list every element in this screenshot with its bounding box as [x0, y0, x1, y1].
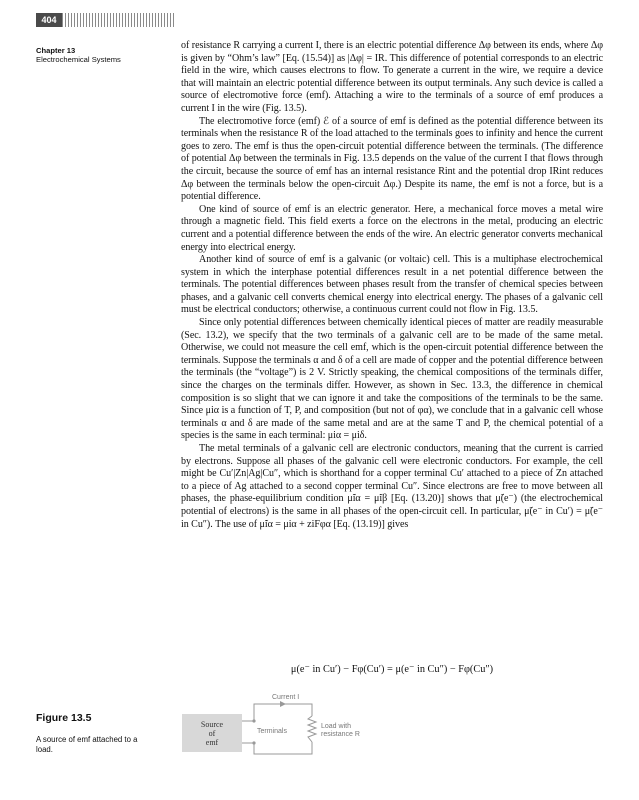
page-number: 404	[36, 13, 62, 27]
figure-caption: A source of emf attached to a load.	[36, 735, 138, 754]
paragraph: The metal terminals of a galvanic cell are electronic conductors, meaning that the current is carried by electrons. Suppose all phases of the galvanic cell were electronic conductors. For example, the cell might be Cu′|Zn|Ag|Cu″, which is shorthand for a copper terminal Cu′ attached to a piece of Zn attached to a piece of Ag attached to a second copper terminal Cu″. Since electrons are free to move between all phases, the phase-equilibrium condition μ̃iα = μ̃iβ [Eq. (13.20)] shows that μ̃(e⁻) (the electrochemical potential of electrons) is the same in all phases of the open-circuit cell. In particular, μ̃(e⁻ in Cu′) = μ̃(e⁻ in Cu″). The use of μ̃iα = μiα + ziFφα [Eq. (13.19)] gives	[181, 443, 603, 530]
chapter-title: Electrochemical Systems	[36, 55, 121, 64]
figure-title: Figure 13.5	[36, 712, 92, 724]
chapter-label: Chapter 13	[36, 46, 76, 55]
load-label: Load with resistance R	[321, 723, 360, 738]
current-label: Current I	[272, 694, 300, 701]
terminals-label: Terminals	[257, 728, 287, 735]
resistor	[308, 716, 316, 742]
chapter-heading	[36, 46, 156, 64]
paragraph: Since only potential differences between chemically identical pieces of matter are readily measurable (Sec. 13.2), we specify that the two terminals of a galvanic cell are to be made of the same metal. Otherwise, we could not measure the cell emf, which is the open-circuit potential difference between the terminals. Suppose the terminals α and δ of a cell are made of copper and the potential difference between the terminals (the “voltage”) is 2 V. Strictly speaking, the chemical compositions of the terminals differ, since the charges on the terminals differ. However, as shown in Sec. 13.3, the difference in chemical composition is so slight that we can ignore it and take the compositions of the terminals to be the same. Since μiα is a function of T, P, and composition (but not of φα), we conclude that in a galvanic cell whose terminals α and δ are made of the same metal and are at the same T and P, the chemical potential of a species is the same in each terminal: μiα = μiδ.	[181, 317, 603, 442]
emf-source-box: Source of emf	[182, 714, 242, 752]
body-text	[181, 40, 603, 531]
emf-circuit-figure	[182, 694, 402, 758]
paragraph: Another kind of source of emf is a galvanic (or voltaic) cell. This is a multiphase electrochemical system in which the interphase potential differences result in a net potential difference between the terminals. The potential differences between phases result from the transfer of chemical species between phases, and a galvanic cell converts chemical energy into electrical energy. The phases of a galvanic cell must be electrical conductors; otherwise, a continuous current could not flow in Fig. 13.5.	[181, 254, 603, 316]
top-wire	[254, 704, 312, 721]
equation: μ(e⁻ in Cu′) − Fφ(Cu′) = μ(e⁻ in Cu″) − Fφ(Cu″)	[290, 664, 494, 675]
bottom-wire	[254, 742, 312, 754]
paragraph: of resistance R carrying a current I, there is an electric potential difference Δφ between its ends, where Δφ is given by “Ohm’s law” [Eq. (15.54)] as |Δφ| = IR. This difference of potential corresponds to an electric field in the wire, which causes electrons to flow. To generate a current in the wire, we require a device that will maintain an electric potential difference between its output terminals. Any such device is called a source of electromotive force (emf). Attaching a wire to the terminals of a source of emf produces a current I in the wire (Fig. 13.5).	[181, 40, 603, 114]
paragraph: The electromotive force (emf) ℰ of a source of emf is defined as the potential difference between its terminals when the resistance R of the load attached to the terminals goes to infinity and hence the current goes to zero. The emf is thus the open-circuit potential difference between the terminals. (The difference of potential Δφ between the terminals in Fig. 13.5 depends on the value of the current I that flows through the circuit, because the source of emf has an internal resistance Rint and the potential drop IRint reduces Δφ between the terminals below the open-circuit Δφ.) Despite its name, the emf is not a force, but is a potential difference.	[181, 115, 603, 203]
page-header-stripes	[62, 13, 176, 27]
paragraph: One kind of source of emf is an electric generator. Here, a mechanical force moves a metal wire through a magnetic field. This field exerts a force on the electrons in the metal, producing an electric current and a potential difference between the ends of the wire. An electric generator converts mechanical energy into electrical energy.	[181, 203, 603, 253]
